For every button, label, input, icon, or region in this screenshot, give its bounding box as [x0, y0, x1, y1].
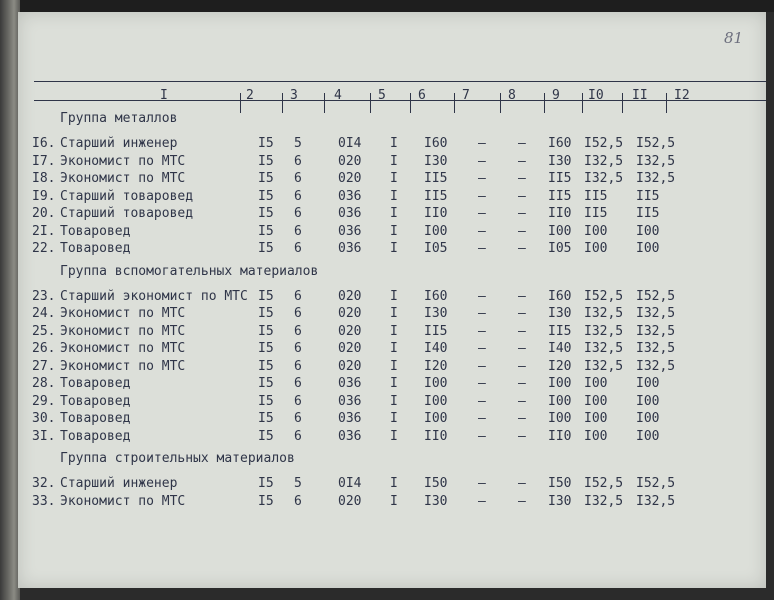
row-number: 3I.	[32, 428, 56, 444]
cell-c10: I32,5	[584, 493, 624, 509]
cell-c10: I52,5	[584, 136, 624, 151]
header-col-2: 2	[246, 88, 254, 103]
cell-c2: I5	[258, 153, 274, 169]
cell-c7: –	[478, 323, 486, 339]
table-row	[18, 135, 766, 152]
cell-c3: 6	[294, 376, 302, 391]
table-row	[18, 305, 766, 322]
job-title: Товаровед	[60, 411, 131, 426]
cell-c3: 6	[294, 323, 302, 339]
cell-c6: I40	[424, 341, 448, 356]
cell-c10: I00	[584, 241, 608, 256]
book-spine	[0, 0, 20, 600]
cell-c3: 6	[294, 188, 302, 204]
header-separator	[370, 93, 371, 113]
row-number: 27.	[32, 358, 56, 374]
row-number: 2I.	[32, 223, 56, 239]
row-number: 28.	[32, 376, 56, 391]
header-col-12: I2	[674, 88, 690, 103]
cell-c2: I5	[258, 376, 274, 391]
cell-c6: I05	[424, 241, 448, 256]
cell-c10: I32,5	[584, 358, 624, 374]
cell-c5: I	[390, 223, 398, 239]
row-number: 25.	[32, 323, 56, 339]
job-title: Экономист по МТС	[60, 323, 186, 339]
cell-c11: I00	[636, 223, 660, 239]
cell-c9: I30	[548, 306, 572, 321]
cell-c5: I	[390, 358, 398, 374]
cell-c10: I32,5	[584, 306, 624, 321]
cell-c5: I	[390, 153, 398, 169]
cell-c3: 6	[294, 493, 302, 509]
cell-c2: I5	[258, 223, 274, 239]
cell-c3: 6	[294, 206, 302, 221]
cell-c2: I5	[258, 323, 274, 339]
row-number: 30.	[32, 411, 56, 426]
cell-c9: I30	[548, 153, 572, 169]
cell-c6: I60	[424, 288, 448, 304]
cell-c2: I5	[258, 241, 274, 256]
cell-c4: 020	[338, 323, 362, 339]
header-col-1: I	[160, 88, 168, 103]
cell-c7: –	[478, 493, 486, 509]
header-col-8: 8	[508, 88, 516, 103]
cell-c6: I00	[424, 223, 448, 239]
cell-c7: –	[478, 223, 486, 239]
cell-c4: 020	[338, 153, 362, 169]
job-title: Старший инженер	[60, 136, 178, 151]
header-separator	[282, 93, 283, 113]
table-row	[18, 170, 766, 187]
cell-c6: I30	[424, 306, 448, 321]
header-separator	[410, 93, 411, 113]
cell-c11: I32,5	[636, 153, 676, 169]
cell-c8: –	[518, 153, 526, 169]
cell-c11: I52,5	[636, 288, 676, 304]
cell-c5: I	[390, 493, 398, 509]
row-number: 29.	[32, 393, 56, 409]
cell-c3: 6	[294, 428, 302, 444]
cell-c5: I	[390, 376, 398, 391]
cell-c3: 6	[294, 288, 302, 304]
job-title: Старший товаровед	[60, 188, 194, 204]
cell-c10: I00	[584, 223, 608, 239]
cell-c8: –	[518, 323, 526, 339]
cell-c4: 020	[338, 288, 362, 304]
page-number: 81	[724, 29, 744, 47]
table-row	[18, 340, 766, 357]
cell-c3: 5	[294, 476, 302, 491]
cell-c7: –	[478, 188, 486, 204]
cell-c4: 020	[338, 171, 362, 186]
table-top-rule	[34, 81, 766, 82]
cell-c2: I5	[258, 341, 274, 356]
cell-c4: 036	[338, 393, 362, 409]
cell-c11: I52,5	[636, 136, 676, 151]
cell-c9: I20	[548, 358, 572, 374]
row-number: I9.	[32, 188, 56, 204]
job-title: Товаровед	[60, 428, 131, 444]
header-separator	[240, 93, 241, 113]
cell-c2: I5	[258, 288, 274, 304]
cell-c8: –	[518, 223, 526, 239]
cell-c10: I00	[584, 428, 608, 444]
cell-c8: –	[518, 411, 526, 426]
cell-c9: II0	[548, 428, 572, 444]
header-col-5: 5	[378, 88, 386, 103]
job-title: Экономист по МТС	[60, 341, 186, 356]
cell-c5: I	[390, 428, 398, 444]
cell-c5: I	[390, 393, 398, 409]
cell-c4: 036	[338, 241, 362, 256]
cell-c8: –	[518, 428, 526, 444]
cell-c6: I00	[424, 411, 448, 426]
cell-c9: I00	[548, 411, 572, 426]
table-row	[18, 493, 766, 510]
table-row	[18, 393, 766, 410]
cell-c8: –	[518, 188, 526, 204]
cell-c7: –	[478, 376, 486, 391]
cell-c11: I32,5	[636, 493, 676, 509]
cell-c5: I	[390, 188, 398, 204]
table-row	[18, 288, 766, 305]
cell-c3: 6	[294, 411, 302, 426]
table-row	[18, 375, 766, 392]
table-row	[18, 240, 766, 257]
cell-c6: I20	[424, 358, 448, 374]
cell-c10: I00	[584, 376, 608, 391]
cell-c9: II0	[548, 206, 572, 221]
cell-c7: –	[478, 411, 486, 426]
cell-c8: –	[518, 341, 526, 356]
cell-c11: I32,5	[636, 323, 676, 339]
cell-c11: II5	[636, 206, 660, 221]
cell-c9: I00	[548, 393, 572, 409]
cell-c8: –	[518, 393, 526, 409]
job-title: Старший инженер	[60, 476, 178, 491]
row-number: I7.	[32, 153, 56, 169]
cell-c6: I60	[424, 136, 448, 151]
cell-c5: I	[390, 171, 398, 186]
cell-c4: 036	[338, 411, 362, 426]
cell-c6: II5	[424, 171, 448, 186]
cell-c8: –	[518, 493, 526, 509]
cell-c3: 6	[294, 171, 302, 186]
table-row	[18, 410, 766, 427]
cell-c8: –	[518, 306, 526, 321]
cell-c8: –	[518, 241, 526, 256]
job-title: Старший экономист по МТС	[60, 288, 248, 304]
cell-c6: II5	[424, 188, 448, 204]
cell-c5: I	[390, 306, 398, 321]
group-title: Группа строительных материалов	[60, 451, 295, 466]
cell-c8: –	[518, 206, 526, 221]
cell-c10: I00	[584, 411, 608, 426]
header-col-10: I0	[588, 88, 604, 103]
cell-c10: I32,5	[584, 323, 624, 339]
cell-c4: 020	[338, 493, 362, 509]
row-number: 24.	[32, 306, 56, 321]
job-title: Товаровед	[60, 223, 131, 239]
header-col-3: 3	[290, 88, 298, 103]
cell-c10: I32,5	[584, 171, 624, 186]
cell-c9: I00	[548, 376, 572, 391]
cell-c7: –	[478, 241, 486, 256]
cell-c4: 036	[338, 188, 362, 204]
header-separator	[666, 93, 667, 113]
row-number: 20.	[32, 206, 56, 221]
cell-c4: 036	[338, 428, 362, 444]
cell-c3: 6	[294, 341, 302, 356]
cell-c11: I52,5	[636, 476, 676, 491]
cell-c2: I5	[258, 476, 274, 491]
cell-c7: –	[478, 136, 486, 151]
cell-c10: I32,5	[584, 341, 624, 356]
row-number: 26.	[32, 341, 56, 356]
cell-c6: I00	[424, 376, 448, 391]
cell-c4: 0I4	[338, 136, 362, 151]
table-row	[18, 358, 766, 375]
cell-c10: I32,5	[584, 153, 624, 169]
cell-c4: 036	[338, 376, 362, 391]
cell-c11: I00	[636, 393, 660, 409]
cell-c8: –	[518, 476, 526, 491]
cell-c8: –	[518, 136, 526, 151]
cell-c11: I32,5	[636, 306, 676, 321]
cell-c4: 0I4	[338, 476, 362, 491]
job-title: Экономист по МТС	[60, 171, 186, 186]
cell-c2: I5	[258, 393, 274, 409]
cell-c4: 020	[338, 306, 362, 321]
cell-c5: I	[390, 341, 398, 356]
header-separator	[544, 93, 545, 113]
header-separator	[622, 93, 623, 113]
header-col-11: II	[632, 88, 648, 103]
job-title: Экономист по МТС	[60, 153, 186, 169]
row-number: 33.	[32, 493, 56, 509]
cell-c11: I00	[636, 241, 660, 256]
cell-c9: I50	[548, 476, 572, 491]
header-col-7: 7	[462, 88, 470, 103]
cell-c2: I5	[258, 493, 274, 509]
table-row	[18, 188, 766, 205]
table-row	[18, 153, 766, 170]
header-col-4: 4	[334, 88, 342, 103]
job-title: Экономист по МТС	[60, 306, 186, 321]
table-row	[18, 475, 766, 492]
header-separator	[324, 93, 325, 113]
group-title: Группа металлов	[60, 111, 178, 126]
cell-c7: –	[478, 428, 486, 444]
row-number: 22.	[32, 241, 56, 256]
cell-c9: II5	[548, 171, 572, 186]
cell-c10: I00	[584, 393, 608, 409]
cell-c9: II5	[548, 323, 572, 339]
cell-c11: I32,5	[636, 341, 676, 356]
cell-c9: II5	[548, 188, 572, 204]
cell-c6: I50	[424, 476, 448, 491]
cell-c2: I5	[258, 306, 274, 321]
cell-c3: 6	[294, 223, 302, 239]
header-separator	[454, 93, 455, 113]
cell-c7: –	[478, 153, 486, 169]
cell-c11: I00	[636, 411, 660, 426]
cell-c8: –	[518, 288, 526, 304]
cell-c10: I52,5	[584, 476, 624, 491]
cell-c10: I52,5	[584, 288, 624, 304]
scan-top-border	[0, 0, 774, 12]
cell-c4: 036	[338, 206, 362, 221]
cell-c5: I	[390, 411, 398, 426]
cell-c7: –	[478, 206, 486, 221]
job-title: Товаровед	[60, 241, 131, 256]
row-number: I8.	[32, 171, 56, 186]
table-row	[18, 323, 766, 340]
cell-c4: 020	[338, 358, 362, 374]
job-title: Товаровед	[60, 376, 131, 391]
table-row	[18, 428, 766, 445]
cell-c10: II5	[584, 188, 608, 204]
cell-c6: II0	[424, 428, 448, 444]
cell-c4: 020	[338, 341, 362, 356]
group-title: Группа вспомогательных материалов	[60, 263, 319, 279]
job-title: Экономист по МТС	[60, 493, 186, 509]
cell-c8: –	[518, 376, 526, 391]
cell-c2: I5	[258, 136, 274, 151]
cell-c2: I5	[258, 428, 274, 444]
cell-c9: I60	[548, 136, 572, 151]
cell-c11: I00	[636, 376, 660, 391]
job-title: Экономист по МТС	[60, 358, 186, 374]
cell-c7: –	[478, 171, 486, 186]
cell-c9: I40	[548, 341, 572, 356]
cell-c3: 6	[294, 153, 302, 169]
cell-c6: I00	[424, 393, 448, 409]
cell-c7: –	[478, 476, 486, 491]
cell-c2: I5	[258, 206, 274, 221]
cell-c2: I5	[258, 188, 274, 204]
cell-c3: 6	[294, 241, 302, 256]
cell-c7: –	[478, 341, 486, 356]
cell-c10: II5	[584, 206, 608, 221]
header-separator	[582, 93, 583, 113]
cell-c7: –	[478, 306, 486, 321]
cell-c11: I32,5	[636, 171, 676, 186]
cell-c5: I	[390, 241, 398, 256]
header-col-9: 9	[552, 88, 560, 103]
cell-c6: I30	[424, 493, 448, 509]
cell-c6: I30	[424, 153, 448, 169]
cell-c4: 036	[338, 223, 362, 239]
job-title: Товаровед	[60, 393, 131, 409]
cell-c5: I	[390, 476, 398, 491]
cell-c9: I05	[548, 241, 572, 256]
job-title: Старший товаровед	[60, 206, 194, 221]
cell-c3: 6	[294, 306, 302, 321]
cell-c6: II5	[424, 323, 448, 339]
cell-c5: I	[390, 288, 398, 304]
header-separator	[500, 93, 501, 113]
cell-c7: –	[478, 393, 486, 409]
cell-c3: 6	[294, 393, 302, 409]
cell-c11: I32,5	[636, 358, 676, 374]
cell-c9: I00	[548, 223, 572, 239]
cell-c9: I30	[548, 493, 572, 509]
cell-c3: 5	[294, 136, 302, 151]
cell-c2: I5	[258, 411, 274, 426]
cell-c9: I60	[548, 288, 572, 304]
cell-c11: II5	[636, 188, 660, 204]
cell-c2: I5	[258, 171, 274, 186]
cell-c7: –	[478, 288, 486, 304]
cell-c5: I	[390, 136, 398, 151]
cell-c7: –	[478, 358, 486, 374]
cell-c2: I5	[258, 358, 274, 374]
cell-c3: 6	[294, 358, 302, 374]
cell-c5: I	[390, 323, 398, 339]
table-row	[18, 205, 766, 222]
row-number: 23.	[32, 288, 56, 304]
table-row	[18, 223, 766, 240]
cell-c5: I	[390, 206, 398, 221]
row-number: I6.	[32, 136, 56, 151]
row-number: 32.	[32, 476, 56, 491]
cell-c8: –	[518, 171, 526, 186]
cell-c6: II0	[424, 206, 448, 221]
document-page	[18, 12, 766, 588]
header-col-6: 6	[418, 88, 426, 103]
cell-c8: –	[518, 358, 526, 374]
cell-c11: I00	[636, 428, 660, 444]
